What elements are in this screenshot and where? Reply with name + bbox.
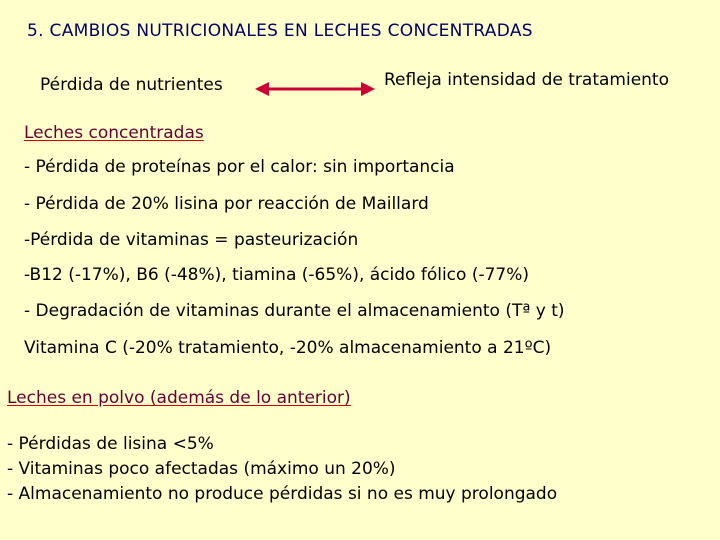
- relation-left-label: Pérdida de nutrientes: [40, 75, 223, 95]
- section-heading-polvo: Leches en polvo (además de lo anterior): [7, 388, 351, 408]
- section-heading-concentradas: Leches concentradas: [24, 123, 204, 143]
- slide-title: 5. CAMBIOS NUTRICIONALES EN LECHES CONCENTRADAS: [27, 21, 533, 41]
- list-item: - Pérdida de 20% lisina por reacción de Maillard: [24, 194, 429, 214]
- double-arrow-icon: [255, 80, 375, 98]
- list-item: - Almacenamiento no produce pérdidas si no es muy prolongado: [7, 484, 558, 504]
- list-item: - Degradación de vitaminas durante el almacenamiento (Tª y t): [24, 301, 565, 321]
- list-item: - Pérdida de proteínas por el calor: sin importancia: [24, 157, 455, 177]
- list-item: - Pérdidas de lisina <5%: [7, 434, 214, 454]
- list-item: - Vitaminas poco afectadas (máximo un 20%): [7, 459, 396, 479]
- relation-right-label: Refleja intensidad de tratamiento: [384, 70, 669, 90]
- list-item: -B12 (-17%), B6 (-48%), tiamina (-65%), ácido fólico (-77%): [24, 265, 530, 285]
- list-item: Vitamina C (-20% tratamiento, -20% almacenamiento a 21ºC): [24, 338, 552, 358]
- list-item: -Pérdida de vitaminas = pasteurización: [24, 230, 359, 250]
